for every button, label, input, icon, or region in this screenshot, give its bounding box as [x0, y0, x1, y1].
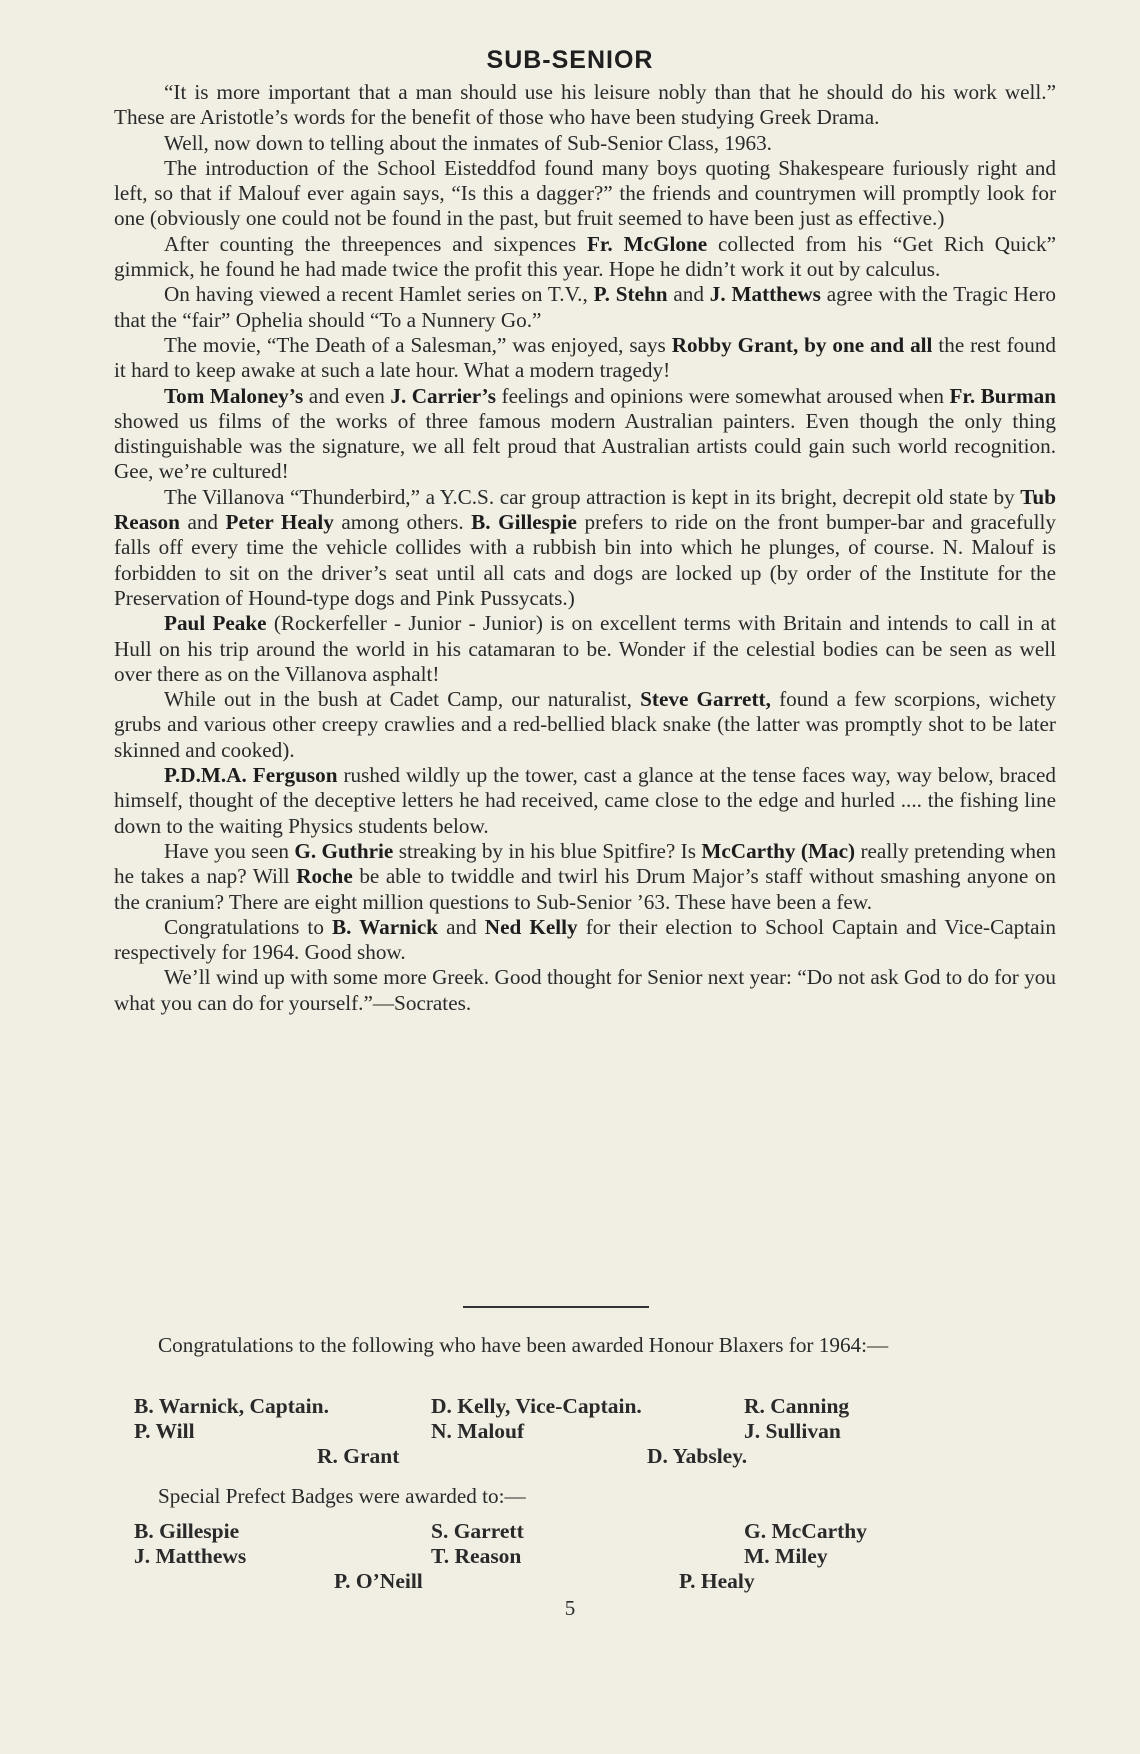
paragraph: While out in the bush at Cadet Camp, our naturalist, Steve Garrett, found a few scorpions, wichety grubs and various other creepy crawlies and a red-bellied black snake (the latter was promptly shot to be later skinned and cooked).: [114, 687, 1056, 762]
paragraph: Have you seen G. Guthrie streaking by in his blue Spitfire? Is McCarthy (Mac) really pretending when he takes a nap? Will Roche be able to twiddle and twirl his Drum Major’s staff without smashing anyone on the cranium? There are eight million questions to Sub-Senior ’63. These have been a few.: [114, 838, 1057, 914]
paragraph: The Villanova “Thunderbird,” a Y.C.S. car group attraction is kept in its bright, decrepit old state by Tub Reason and Peter Healy among others. B. Gillespie prefers to ride on the front bumper-bar and gracefully falls off every time the vehicle collides with a rubbish bin into which he plunges, of course. N. Malouf is forbidden to sit on the driver’s seat until all cats and dogs are locked up (by order of the Institute for the Preservation of Hound-type dogs and Pink Pussycats.): [114, 484, 1056, 610]
paragraph: On having viewed a recent Hamlet series on T.V., P. Stehn and J. Matthews agree with the Tragic Hero that the “fair” Ophelia should “To a Nunnery Go.”: [114, 282, 1056, 332]
prefect-name: S. Garrett: [431, 1519, 524, 1543]
honour-name: N. Malouf: [431, 1419, 525, 1443]
prefect-name: G. McCarthy: [744, 1519, 867, 1543]
paragraph: The movie, “The Death of a Salesman,” was enjoyed, says Robby Grant, by one and all the rest found it hard to keep awake at such a late hour. What a modern tragedy!: [114, 332, 1056, 383]
paragraph: The introduction of the School Eisteddfod found many boys quoting Shakespeare furiously right and left, so that if Malouf ever again says, “Is this a dagger?” the friends and countrymen will promptly look for one (obviously one could not be found in the past, but fruit seemed to have been just as effective.): [114, 155, 1056, 231]
paragraph: We’ll wind up with some more Greek. Good thought for Senior next year: “Do not ask God to do for you what you can do for yourself.”—Socrates.: [114, 965, 1056, 1015]
honour-name: P. Will: [134, 1419, 195, 1443]
honour-name: D. Kelly, Vice-Captain.: [431, 1394, 642, 1418]
honour-name: R. Canning: [744, 1394, 850, 1418]
paragraph: “It is more important that a man should use his leisure nobly than that he should do his work well.” These are Aristotle’s words for the benefit of those who have been studying Greek Drama.: [114, 80, 1056, 130]
honour-name: D. Yabsley.: [647, 1444, 748, 1468]
honour-name: B. Warnick, Captain.: [134, 1394, 329, 1418]
prefect-name: T. Reason: [431, 1544, 522, 1568]
honour-name: J. Sullivan: [744, 1419, 841, 1443]
prefect-name: J. Matthews: [134, 1544, 247, 1568]
paragraph: Congratulations to B. Warnick and Ned Kelly for their election to School Captain and Vice-Captain respectively for 1964. Good show.: [114, 914, 1056, 965]
honour-name: R. Grant: [317, 1444, 400, 1468]
paragraph: Well, now down to telling about the inmates of Sub-Senior Class, 1963.: [164, 130, 772, 155]
prefect-name: M. Miley: [744, 1544, 828, 1568]
paragraph: Tom Maloney’s and even J. Carrier’s feelings and opinions were somewhat aroused when Fr. Burman showed us films of the works of three famous modern Australian painters. Even though the only thing distinguishable was the signature, we all felt proud that Australian artists could gain such world recognition. Gee, we’re cultured!: [114, 383, 1057, 484]
article-body: [114, 80, 1056, 1016]
page-number: 5: [564, 1596, 576, 1620]
prefect-name: P. Healy: [679, 1569, 755, 1593]
page-title: SUB-SENIOR: [486, 46, 654, 74]
prefect-name: B. Gillespie: [134, 1519, 240, 1543]
honours-intro: Congratulations to the following who have been awarded Honour Blaxers for 1964:—: [158, 1333, 889, 1357]
paragraph: P.D.M.A. Ferguson rushed wildly up the tower, cast a glance at the tense faces way, way below, braced himself, thought of the deceptive letters he had received, came close to the edge and hurled .... the fishing line down to the waiting Physics students below.: [114, 763, 1056, 838]
paragraph: After counting the threepences and sixpences Fr. McGlone collected from his “Get Rich Quick” gimmick, he found he had made twice the profit this year. Hope he didn’t work it out by calculus.: [114, 231, 1056, 282]
prefect-intro: Special Prefect Badges were awarded to:—: [158, 1484, 526, 1508]
section-divider: [463, 1306, 649, 1308]
paragraph: Paul Peake (Rockerfeller - Junior - Junior) is on excellent terms with Britain and intends to call in at Hull on his trip around the world in his catamaran to be. Wonder if the celestial bodies can be seen as well over there as on the Villanova asphalt!: [114, 611, 1056, 686]
prefect-name: P. O’Neill: [334, 1569, 423, 1593]
